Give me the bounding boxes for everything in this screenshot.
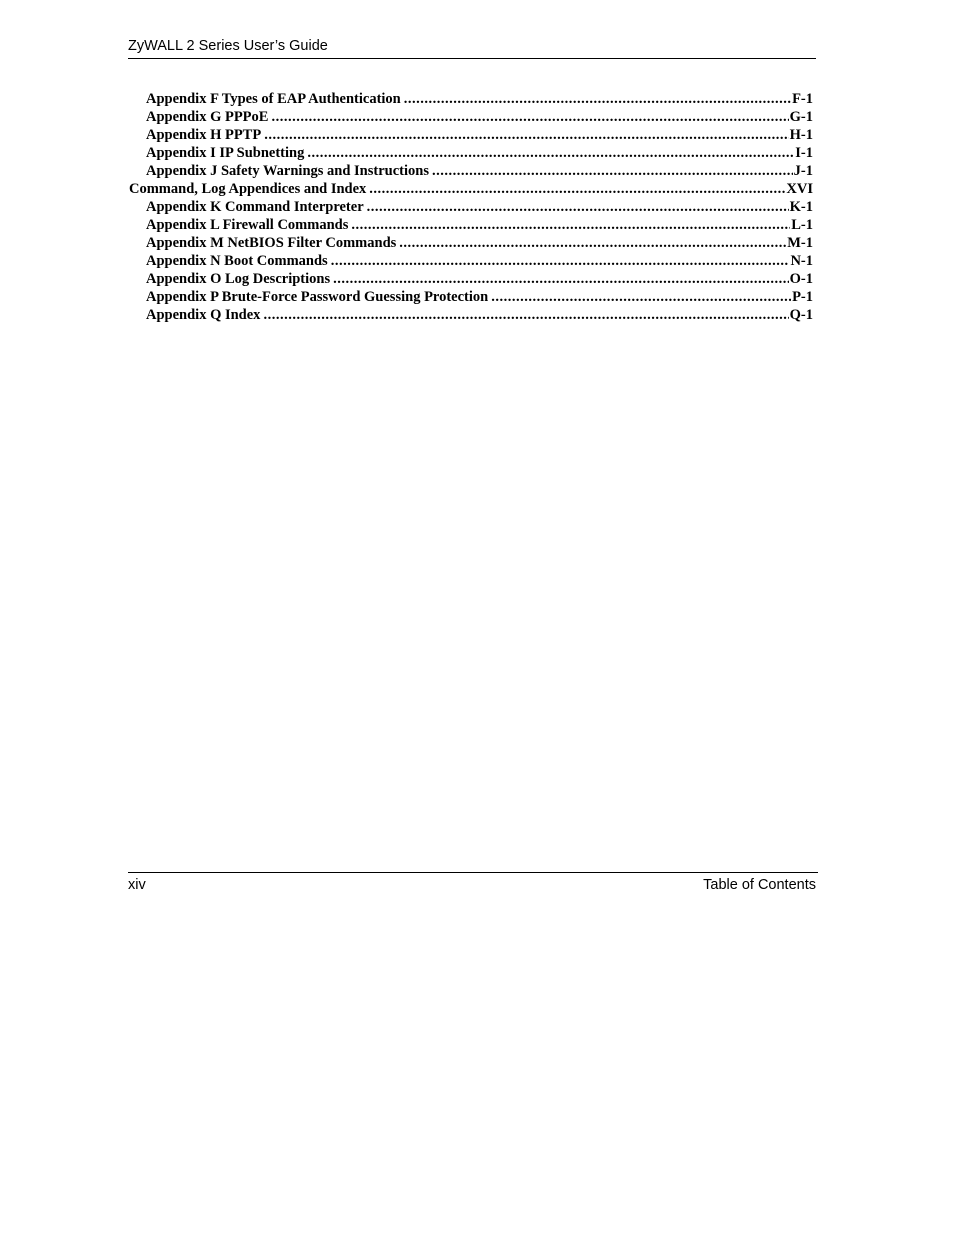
toc-entry-page: O-1 [789, 271, 813, 287]
toc-entry[interactable] [129, 306, 813, 324]
toc-entry-page: P-1 [792, 289, 813, 305]
toc-dot-leader [399, 234, 786, 252]
section-name: Table of Contents [703, 877, 816, 893]
toc-entry-page: M-1 [787, 235, 813, 251]
toc-entry-label: Appendix N Boot Commands [146, 253, 328, 269]
page-footer [128, 872, 818, 893]
toc-entry[interactable] [129, 90, 813, 108]
toc-dot-leader [333, 270, 789, 288]
toc-entry[interactable] [129, 288, 813, 306]
toc-entry[interactable] [129, 270, 813, 288]
toc-entry[interactable] [129, 198, 813, 216]
toc-entry[interactable] [129, 216, 813, 234]
toc-entry-label: Appendix I IP Subnetting [146, 145, 305, 161]
toc-entry-label: Appendix F Types of EAP Authentication [146, 91, 401, 107]
toc-dot-leader [331, 252, 790, 270]
toc-entry[interactable] [129, 162, 813, 180]
toc-entry-label: Appendix M NetBIOS Filter Commands [146, 235, 397, 251]
toc-entry-label: Appendix Q Index [146, 307, 261, 323]
toc-entry-page: J-1 [793, 163, 813, 179]
toc-entry-label: Appendix J Safety Warnings and Instructions [146, 163, 429, 179]
toc-dot-leader [351, 216, 790, 234]
toc-entry-label: Command, Log Appendices and Index [129, 181, 367, 197]
toc-entry-page: XVI [786, 181, 813, 197]
document-title: ZyWALL 2 Series User’s Guide [128, 38, 328, 54]
table-of-contents [129, 90, 813, 324]
toc-entry[interactable] [129, 180, 813, 198]
toc-entry-label: Appendix P Brute-Force Password Guessing Protection [146, 289, 489, 305]
page-header [128, 37, 816, 59]
toc-dot-leader [264, 126, 788, 144]
toc-entry-page: K-1 [789, 199, 813, 215]
toc-entry-label: Appendix L Firewall Commands [146, 217, 349, 233]
toc-dot-leader [367, 198, 789, 216]
toc-dot-leader [369, 180, 785, 198]
toc-entry-page: F-1 [792, 91, 813, 107]
toc-entry-page: Q-1 [789, 307, 813, 323]
toc-entry-label: Appendix K Command Interpreter [146, 199, 364, 215]
toc-entry-label: Appendix H PPTP [146, 127, 262, 143]
toc-entry-page: H-1 [789, 127, 813, 143]
toc-entry-page: G-1 [789, 109, 813, 125]
toc-dot-leader [271, 108, 788, 126]
toc-entry-page: L-1 [791, 217, 813, 233]
toc-entry[interactable] [129, 108, 813, 126]
toc-entry[interactable] [129, 126, 813, 144]
page-number: xiv [128, 877, 146, 893]
toc-dot-leader [432, 162, 793, 180]
toc-dot-leader [263, 306, 788, 324]
toc-entry[interactable] [129, 252, 813, 270]
toc-dot-leader [404, 90, 791, 108]
toc-dot-leader [307, 144, 794, 162]
toc-dot-leader [491, 288, 791, 306]
toc-entry-page: N-1 [790, 253, 813, 269]
toc-entry-label: Appendix G PPPoE [146, 109, 269, 125]
toc-entry-page: I-1 [795, 145, 813, 161]
toc-entry-label: Appendix O Log Descriptions [146, 271, 331, 287]
toc-entry[interactable] [129, 144, 813, 162]
toc-entry[interactable] [129, 234, 813, 252]
